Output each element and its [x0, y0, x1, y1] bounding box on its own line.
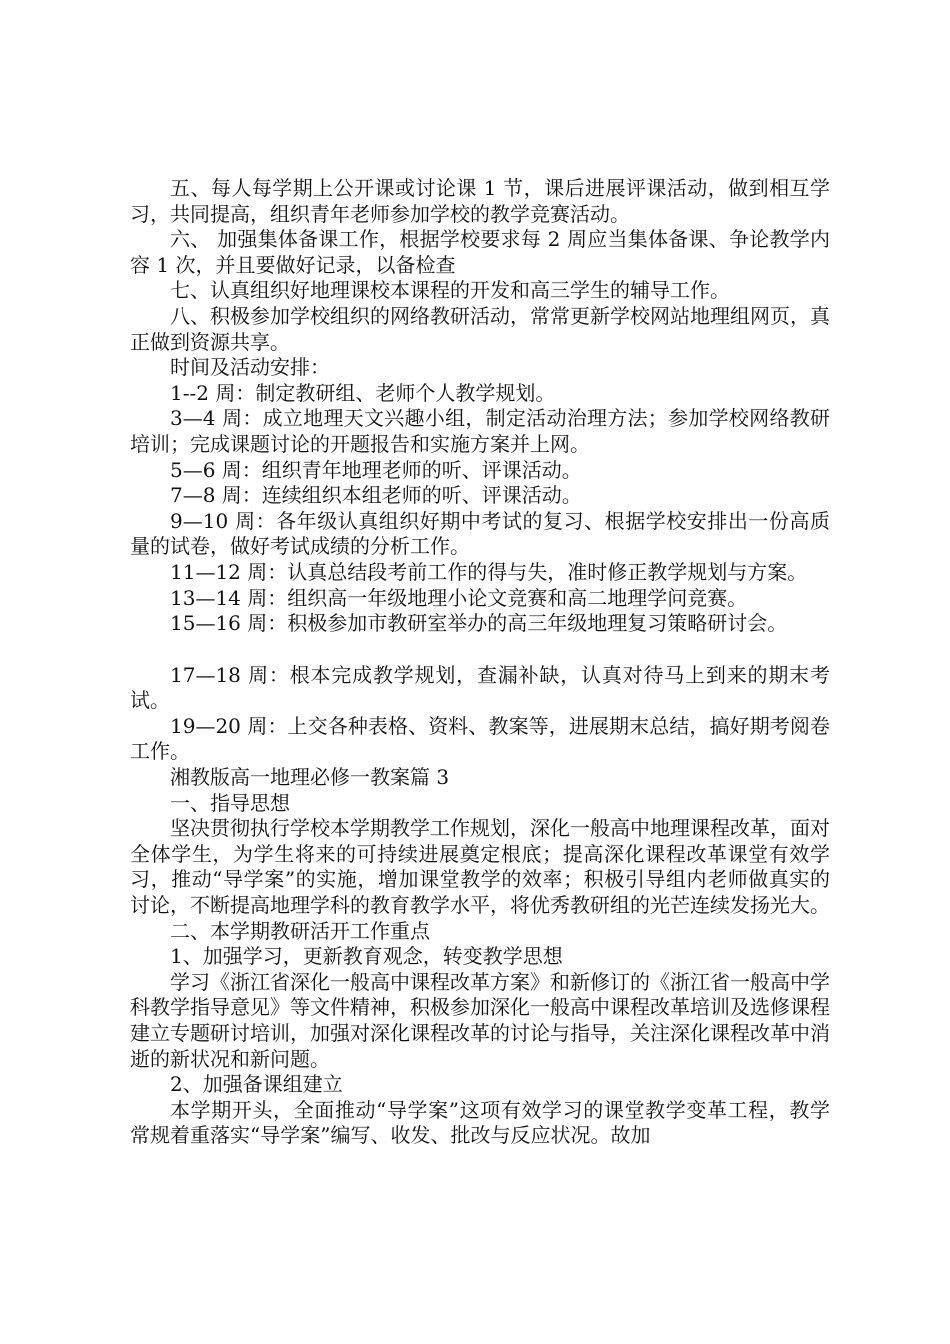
- subheading-lesson-groups: 2、加强备课组建立: [170, 1072, 343, 1097]
- schedule-week-9-10: 9—10 周：各年级认真组织好期中考试的复习、根据学校安排出一份高质量的试卷，做好考试成绩的分析工作。: [130, 508, 830, 559]
- paragraph-item-8: 八、积极参加学校组织的网络教研活动，常常更新学校网站地理组网页，真正做到资源共享。: [130, 303, 830, 354]
- guiding-thought-body: 坚决贯彻执行学校本学期教学工作规划，深化一般高中地理课程改革，面对全体学生，为学生将来的可持续进展奠定根底；提高深化课程改革课堂有效学习，推动“导学案”的实施，增加课堂教学的效率；积极引导组内老师做真实的讨论，不断提高地理学科的教育教学水平，将优秀教研组的光芒连续发扬光大。: [130, 816, 830, 918]
- paragraph-item-6: 六、 加强集体备课工作，根据学校要求每 2 周应当集体备课、争论教学内容 1 次，并且要做好记录，以备检查: [130, 227, 830, 277]
- section-title: 湘教版高一地理必修一教案篇 3: [170, 765, 450, 790]
- schedule-week-15-16: 15—16 周：积极参加市教研室举办的高三年级地理复习策略研讨会。: [170, 611, 788, 636]
- schedule-week-3-4: 3—4 周：成立地理天文兴趣小组，制定活动治理方法；参加学校网络教研培训；完成课题讨论的开题报告和实施方案并上网。: [130, 406, 830, 456]
- schedule-week-17-18: 17—18 周：根本完成教学规划，查漏补缺，认真对待马上到来的期末考试。: [130, 662, 830, 713]
- heading-work-focus: 二、本学期教研活开工作重点: [170, 918, 430, 943]
- schedule-week-7-8: 7—8 周：连续组织本组老师的听、评课活动。: [170, 483, 582, 508]
- schedule-week-19-20: 19—20 周：上交各种表格、资料、教案等，进展期末总结，搞好期考阅卷工作。: [130, 713, 830, 764]
- schedule-week-13-14: 13—14 周：组织高一年级地理小论文竞赛和高二地理学问竞赛。: [170, 585, 748, 610]
- schedule-heading: 时间及活动安排：: [170, 355, 330, 380]
- schedule-week-11-12: 11—12 周：认真总结段考前工作的得与失，准时修正教学规划与方案。: [170, 559, 808, 584]
- schedule-week-5-6: 5—6 周：组织青年地理老师的听、评课活动。: [170, 457, 582, 482]
- strengthen-study-body: 学习《浙江省深化一般高中课程改革方案》和新修订的《浙江省一般高中学科教学指导意见》等文件精神，积极参加深化一般高中课程改革培训及选修课程建立专题研讨培训，加强对深化课程改革的讨论与指导，关注深化课程改革中消逝的新状况和新问题。: [130, 969, 830, 1071]
- subheading-strengthen-study: 1、加强学习，更新教育观念，转变教学思想: [170, 944, 563, 969]
- paragraph-gap: [130, 637, 830, 663]
- document-page: [130, 176, 830, 1149]
- paragraph-item-5: 五、每人每学期上公开课或讨论课 1 节，课后进展评课活动，做到相互学习，共同提高，组织青年老师参加学校的教学竞赛活动。: [130, 176, 830, 226]
- heading-guiding-thought: 一、指导思想: [170, 790, 290, 815]
- paragraph-item-7: 七、认真组织好地理课校本课程的开发和高三学生的辅导工作。: [170, 278, 730, 303]
- schedule-week-1-2: 1--2 周：制定教研组、老师个人教学规划。: [170, 380, 556, 405]
- lesson-groups-body: 本学期开头，全面推动“导学案”这项有效学习的课堂教学变革工程，教学常规着重落实“导学案”编写、收发、批改与反应状况。故加: [130, 1097, 830, 1148]
